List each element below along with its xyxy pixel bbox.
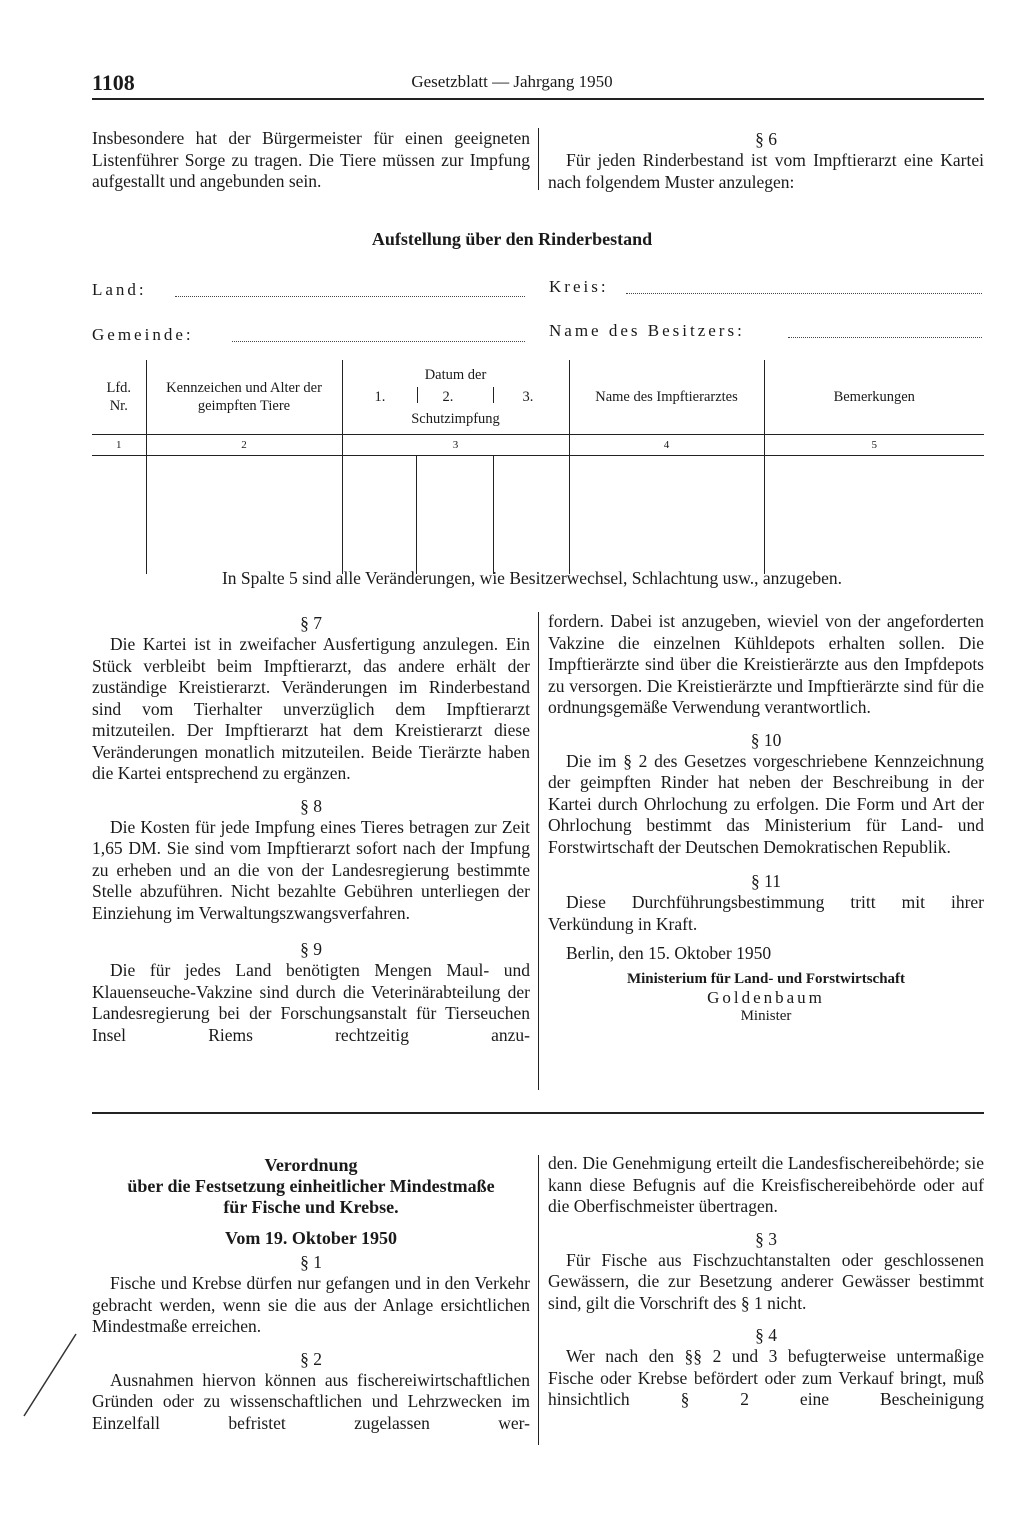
v-section-3-title: § 3 <box>755 1228 777 1249</box>
datum-bottom-label: Schutzimpfung <box>411 411 500 427</box>
ordinance-date: Vom 19. Oktober 1950 <box>224 1228 397 1248</box>
ordinance-title-2: über die Festsetzung einheitlicher Mindestmaße <box>127 1176 495 1196</box>
col-kennzeichen: Kennzeichen und Alter der geimpften Tiere <box>146 360 342 435</box>
v-section-2-title: § 2 <box>300 1348 322 1369</box>
column-divider-top <box>538 128 539 190</box>
section-7-title: § 7 <box>300 613 322 633</box>
section-6-text: Für jeden Rinderbestand ist vom Impftierarzt eine Kartei nach folgendem Muster anzulegen: <box>548 150 984 192</box>
ordinance-title-3: für Fische und Krebse. <box>223 1197 399 1217</box>
section-11-title: § 11 <box>751 871 781 891</box>
section-11-text: Diese Durchführungsbestimmung tritt mit ihrer Verkündung in Kraft. <box>548 892 984 934</box>
table-body-cell-2 <box>146 456 342 575</box>
kartei-table <box>92 360 984 574</box>
section-8-title: § 8 <box>300 795 322 816</box>
table-body-cell-5 <box>764 456 984 575</box>
section-9-continuation: fordern. Dabei ist anzugeben, wieviel von der angeforderten Vakzine die einzelnen Kühldepots erhalten sollen. Die Impftierärzte sind über die Kreistierärzte aus den Impfdepots zu versorgen. Die Kreistierärzte und Impftierärzte sind für die ordnungsgemäße Verwendung verantwortlich. <box>548 611 984 717</box>
col-number-3: 3 <box>342 435 569 456</box>
column-divider-bottom <box>538 1155 539 1445</box>
margin-pencil-mark <box>20 1330 80 1420</box>
form-title: Aufstellung über den Rinderbestand <box>371 229 653 249</box>
top-left-paragraph: Insbesondere hat der Bürgermeister für einen geeigneten Listenführer Sorge zu tragen. Die Tiere müssen zur Impfung aufgestallt und angebunden sein. <box>92 128 530 191</box>
page-number: 1108 <box>92 70 135 95</box>
bottom-left-column <box>92 1155 530 1434</box>
bottom-right-column <box>548 1153 984 1411</box>
datum-sub-1: 1. <box>374 389 386 405</box>
datum-sub-divider-2 <box>493 387 494 403</box>
land-field <box>175 296 525 297</box>
v-section-2-continuation: den. Die Genehmigung erteilt die Landesfischereibehörde; sie kann diese Befugnis auf die Kreisfischereibehörde oder auf die Oberfischmeister übertragen. <box>548 1153 984 1216</box>
table-body-cell-3 <box>342 456 569 575</box>
v-section-4-title: § 4 <box>755 1325 777 1345</box>
middle-right-column <box>548 611 984 1025</box>
col-lfd-nr: Lfd. Nr. <box>92 360 146 435</box>
section-10-text: Die im § 2 des Gesetzes vorgeschriebene Kennzeichnung der geimpften Rinder hat neben der Beschreibung in der Kartei durch Ohrlochung zu erfolgen. Die Form und Art der Ohrlochung bestimmt das Ministerium für Land- und Forstwirtschaft der Deutschen Demokratischen Republik. <box>548 750 984 857</box>
gemeinde-field <box>232 341 525 342</box>
section-9-text: Die für jedes Land benötigten Mengen Maul- und Klauenseuche-Vakzine sind durch die Veterinärabteilung der Landesregierung bei der Forschungsanstalt für Tierseuchen Insel Riems rechtzeitig anzu- <box>92 960 530 1045</box>
section-7-text: Die Kartei ist in zweifacher Ausfertigung anzulegen. Ein Stück verbleibt beim Impftierarzt, das andere erhält der zuständige Kreistierarzt. Veränderungen im Rinderbestand sind vom Tierhalter unverzüglich dem Impftierarzt mitzuteilen. Der Impftierarzt hat dem Kreistierarzt diese Veränderungen monatlich mitzuteilen. Beide Tierärzte haben die Kartei entsprechend zu ergänzen. <box>92 634 530 783</box>
v-section-3-text: Für Fische aus Fischzuchtanstalten oder geschlossenen Gewässern, die zur Besetzung anderer Gewässer bestimmt sind, gilt die Vorschrift des § 1 nicht. <box>548 1249 984 1313</box>
datum-body-divider-2 <box>493 456 494 574</box>
v-section-4-text: Wer nach den §§ 2 und 3 befugterweise untermaßige Fische oder Krebse befördert oder zum Verkauf bringt, muß hinsichtlich § 2 eine Bescheinigung <box>548 1346 984 1409</box>
form-note: In Spalte 5 sind alle Veränderungen, wie Besitzerwechsel, Schlachtung usw., anzugeben. <box>221 568 843 588</box>
land-label: Land: <box>92 280 147 299</box>
signer-role: Minister <box>740 1007 792 1024</box>
datum-top-label: Datum der <box>424 367 487 383</box>
col-number-4: 4 <box>569 435 764 456</box>
col-datum <box>342 360 569 435</box>
column-divider-middle <box>538 612 539 1090</box>
col-impftierarzt: Name des Impftierarztes <box>569 360 764 435</box>
col-number-5: 5 <box>764 435 984 456</box>
signer-name: Goldenbaum <box>707 987 825 1007</box>
col-number-1: 1 <box>92 435 146 456</box>
page-header-title: Gesetzblatt — Jahrgang 1950 <box>411 72 613 91</box>
header-rule <box>92 98 984 100</box>
v-section-1-title: § 1 <box>300 1252 322 1272</box>
section-6-title: § 6 <box>755 129 777 149</box>
table-body-cell-1 <box>92 456 146 575</box>
kreis-label: Kreis: <box>549 277 609 296</box>
place-date: Berlin, den 15. Oktober 1950 <box>566 943 772 963</box>
section-8-text: Die Kosten für jede Impfung eines Tieres betragen zur Zeit 1,65 DM. Sie sind vom Impftierarzt sofort nach der Impfung zu erheben und an die von der Landesregierung bestimmte Stelle abzuführen. Nicht bezahlte Gebühren unterliegen der Einziehung im Verwaltungszwangsverfahren. <box>92 816 530 923</box>
ministry-name: Ministerium für Land- und Forstwirtschaft <box>626 970 906 987</box>
besitzer-label: Name des Besitzers: <box>549 321 745 340</box>
datum-body-divider-1 <box>416 456 417 574</box>
section-rule <box>92 1112 984 1114</box>
col-number-2: 2 <box>146 435 342 456</box>
gemeinde-label: Gemeinde: <box>92 325 194 344</box>
datum-sub-3: 3. <box>522 389 534 405</box>
kreis-field <box>626 293 982 294</box>
v-section-1-text: Fische und Krebse dürfen nur gefangen und in den Verkehr gebracht werden, wenn sie die aus der Anlage ersichtlichen Mindestmaße erreichen. <box>92 1273 530 1336</box>
section-9-title: § 9 <box>300 939 322 959</box>
middle-left-column <box>92 612 530 1046</box>
v-section-2-text: Ausnahmen hiervon können aus fischereiwirtschaftlichen Gründen oder zu wissenschaftlichen und Lehrzwecken im Einzelfall befristet zugelassen wer- <box>92 1369 530 1433</box>
table-body-cell-4 <box>569 456 764 575</box>
section-10-title: § 10 <box>750 729 782 750</box>
ordinance-title-1: Verordnung <box>264 1155 358 1175</box>
datum-sub-divider-1 <box>417 387 418 403</box>
datum-sub-2: 2. <box>442 389 454 405</box>
besitzer-field <box>788 337 982 338</box>
col-bemerkungen: Bemerkungen <box>764 360 984 435</box>
